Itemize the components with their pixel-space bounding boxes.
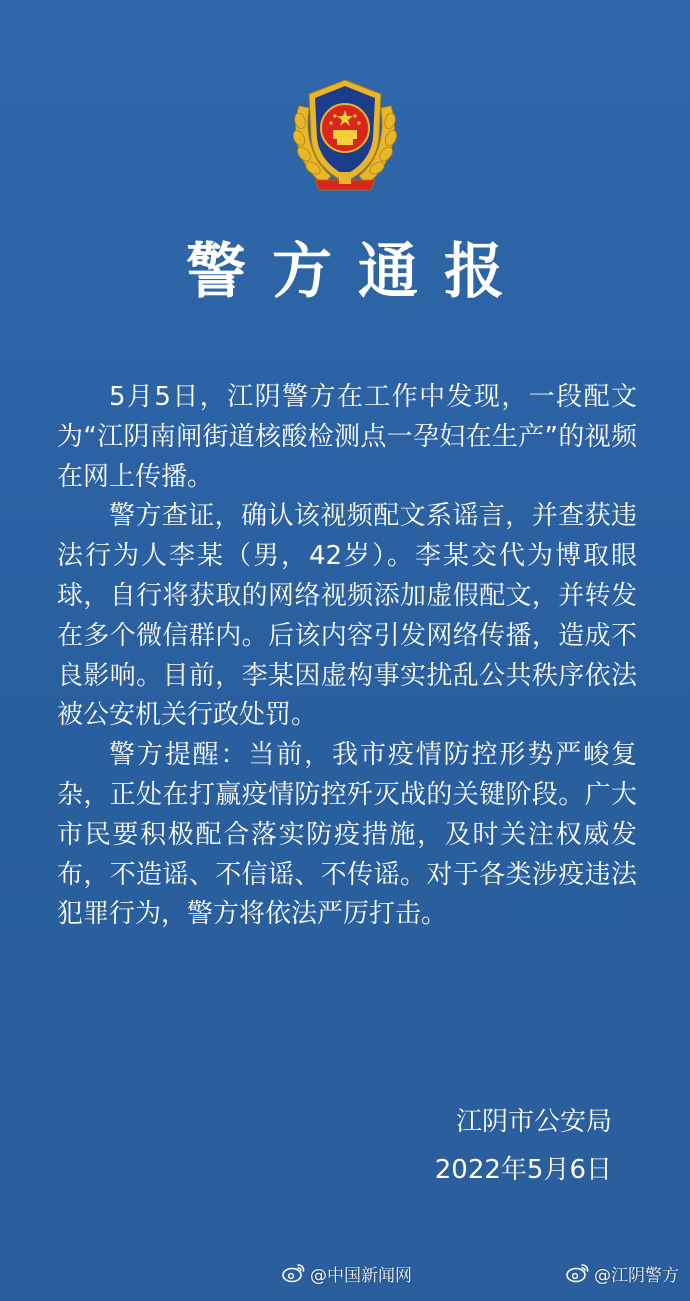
watermark-jiangyin-police bbox=[566, 1258, 679, 1288]
watermark-left-text: @中国新闻网 bbox=[310, 1265, 412, 1286]
weibo-icon bbox=[282, 1263, 306, 1283]
weibo-icon bbox=[566, 1263, 590, 1283]
watermark-chinanews bbox=[282, 1258, 412, 1288]
watermark-right-text: @江阴警方 bbox=[594, 1265, 679, 1286]
paragraph-investigation: 警方查证，确认该视频配文系谣言，并查获违法行为人李某（男，42岁）。李某交代为博取眼球，自行将获取的网络视频添加虚假配文，并转发在多个微信群内。后该内容引发网络传播，造成不良影响。目前，李某因虚构事实扰乱公共秩序依法被公安机关行政处罚。 bbox=[57, 501, 637, 731]
issuer-name: 江阴市公安局 bbox=[455, 1107, 612, 1137]
police-emblem-icon bbox=[285, 76, 405, 198]
signature-block bbox=[435, 1098, 612, 1194]
issue-date: 2022年5月6日 bbox=[434, 1155, 612, 1185]
notice-body bbox=[57, 378, 637, 935]
notice-title: 警方通报 bbox=[186, 237, 530, 307]
paragraph-reminder: 警方提醒：当前，我市疫情防控形势严峻复杂，正处在打赢疫情防控歼灭战的关键阶段。广大市民要积极配合落实防疫措施，及时关注权威发布，不造谣、不信谣、不传谣。对于各类涉疫违法犯罪行为，警方将依法严厉打击。 bbox=[57, 740, 637, 930]
paragraph-discovery: 5月5日，江阴警方在工作中发现，一段配文为“江阴南闸街道核酸检测点一孕妇在生产”的视频在网上传播。 bbox=[57, 382, 637, 492]
